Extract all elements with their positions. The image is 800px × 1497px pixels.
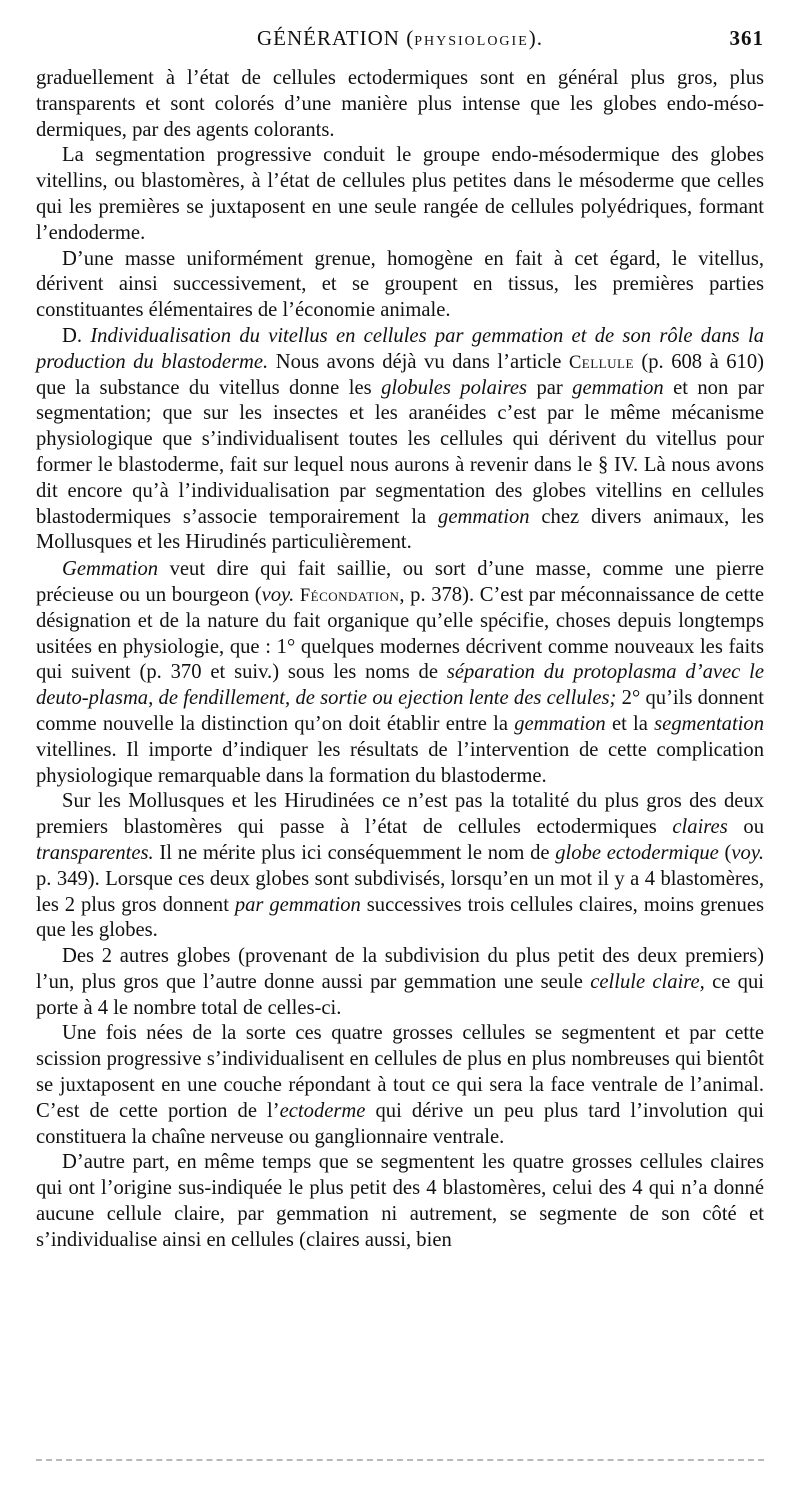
- text-run: , p. 378). C’est par méconnaissance de cette désignation et de la nature du fait organique qu’elle spécifie, choses depuis longtemps usitées en physiologie, que : 1° quelques modernes décrivent comme nouveaux les faits qui suivent (p. 370 et suiv.) sous les noms de: [36, 583, 764, 684]
- text-run: Nous avons déjà vu dans l’article: [268, 350, 569, 373]
- running-title: [36, 26, 764, 51]
- italic-term: segmentation: [654, 712, 764, 735]
- paragraph-section-d: [36, 324, 764, 556]
- text-run: successives trois cellules claires, moins grenues que les globes.: [36, 893, 764, 942]
- text-run: et la: [605, 712, 655, 735]
- text-run: 2° qu’ils donnent comme nouvelle la distinction qu’on doit établir entre la: [36, 687, 764, 735]
- italic-term: ectoderme: [279, 1099, 366, 1122]
- footer-rule: [36, 1459, 764, 1461]
- text-run: chez divers animaux, les Mollusques et les Hirudinés particulièrement.: [36, 505, 764, 554]
- cross-reference-fecondation: Fécondation: [299, 584, 400, 606]
- text-run: ce qui porte à 4 le nombre total de celles-ci.: [36, 970, 764, 1019]
- text-run: (p. 608 à 610) que la substance du vitellus donne les: [36, 350, 764, 399]
- text-run: par: [527, 376, 573, 399]
- italic-term: voy.: [261, 583, 295, 606]
- running-title-close: ).: [528, 26, 544, 50]
- text-run: vitellines. Il importe d’indiquer les résultats de l’intervention de cette complication physiologique remarquable dans la formation du blastoderme.: [36, 738, 764, 787]
- text-run: Une fois nées de la sorte ces quatre grosses cellules se segmentent et par cette scission progressive s’individualisent en cellules de plus en plus nombreuses qui bientôt se juxtaposent en une couche répondant à tout ce qui sera la face ventrale de l’animal. C’est de cette portion de l’: [36, 1022, 764, 1122]
- text-run: Sur les Mollusques et les Hirudinées ce n’est pas la totalité du plus gros des deux premiers blastomères qui passe à l’état de cellules ectodermiques: [36, 790, 764, 839]
- paragraph-masse-grenue: D’une masse uniformément grenue, homogène en fait à cet égard, le vitellus, dérivent ainsi successivement, et se groupent en tissus, les premières parties constituantes élémentaires de l’économie animale.: [36, 247, 764, 322]
- italic-term: transparentes.: [36, 841, 154, 864]
- italic-term: globules polaires: [381, 376, 528, 399]
- text-run: et non par segmentation; que sur les insectes et les aranéides c’est par le même mécanisme physiologique que s’individualisent toutes les cellules qui dérivent du vitellus pour former le blastoderme, fait sur lequel nous aurons à revenir dans le § IV. Là nous avons dit encore qu’à l’individualisation par segmentation des globes vitellins en cellules blastodermiques s’associe temporairement la: [36, 376, 764, 528]
- paragraph-gemmation: [36, 557, 764, 789]
- italic-term: gemmation: [438, 505, 530, 528]
- text-run: Il ne mérite plus ici conséquemment le nom de: [153, 841, 556, 864]
- paragraph-continued: graduellement à l’état de cellules ectodermiques sont en général plus gros, plus transparents et sont colorés d’une manière plus intense que les globes endo-méso-dermiques, par des agents colorants.: [36, 67, 764, 141]
- italic-term: gemmation: [572, 376, 664, 399]
- text-run: Des 2 autres globes (provenant de la subdivision du plus petit des deux premiers) l’un, plus gros que l’autre donne aussi par gemmation une seule: [36, 945, 764, 993]
- text-run: (: [718, 841, 732, 864]
- body-text: [36, 66, 764, 1254]
- paragraph-autre-part: D’autre part, en même temps que se segmentent les quatre grosses cellules claires qui ont l’origine sus-indiquée le plus petit des 4 blastomères, celui des 4 qui n’a donné aucune cellule claire, par gemmation ni autrement, se segmente de son côté et s’individualise ainsi en cellules (claires aussi, bien: [36, 1151, 764, 1251]
- paragraph-deux-autres-globes: [36, 944, 764, 1021]
- paragraph-segmentation: La segmentation progressive conduit le groupe endo-mésodermique des globes vitellins, ou blastomères, à l’état de cellules plus petites dans le mésoderme que celles qui les premières se juxtaposent en une seule rangée de cellules polyédriques, formant l’endoderme.: [36, 144, 764, 244]
- running-title-small-caps: PHYSIOLOGIE: [414, 34, 529, 49]
- cross-reference-cellule: Cellule: [568, 351, 634, 373]
- page-number: 361: [729, 26, 764, 50]
- italic-term: par gemmation: [234, 893, 361, 916]
- section-letter: D.: [62, 324, 91, 347]
- italic-term: cellule claire,: [590, 970, 705, 993]
- text-run: qui dérive un peu plus tard l’involution qui constituera la chaîne nerveuse ou ganglionnaire ventrale.: [36, 1099, 764, 1148]
- italic-term: gemmation: [514, 712, 606, 735]
- section-heading: Individualisation du vitellus en cellules par gemmation et de son rôle dans la production du blastoderme.: [36, 324, 764, 373]
- text-run: p. 349). Lorsque ces deux globes sont subdivisés, lorsqu’en un mot il y a 4 blastomères, les 2 plus gros donnent: [36, 867, 764, 916]
- italic-term: séparation du protoplasma d’avec le deuto-plasma, de fendillement, de sortie ou ejection lente des cellules;: [36, 661, 764, 710]
- paragraph-quatre-grosses-cellules: [36, 1021, 764, 1150]
- italic-term: claires: [672, 816, 728, 839]
- running-title-main: GÉNÉRATION (: [256, 26, 415, 50]
- italic-term: voy.: [731, 841, 765, 864]
- running-head: [36, 26, 764, 56]
- text-run: ou: [727, 816, 765, 839]
- text-run: veut dire qui fait saillie, ou sort d’une masse, comme une pierre précieuse ou un bourgeon (: [36, 558, 764, 606]
- italic-term: Gemmation: [62, 558, 159, 581]
- italic-term: globe ectodermique: [555, 841, 719, 864]
- paragraph-mollusques: [36, 789, 764, 944]
